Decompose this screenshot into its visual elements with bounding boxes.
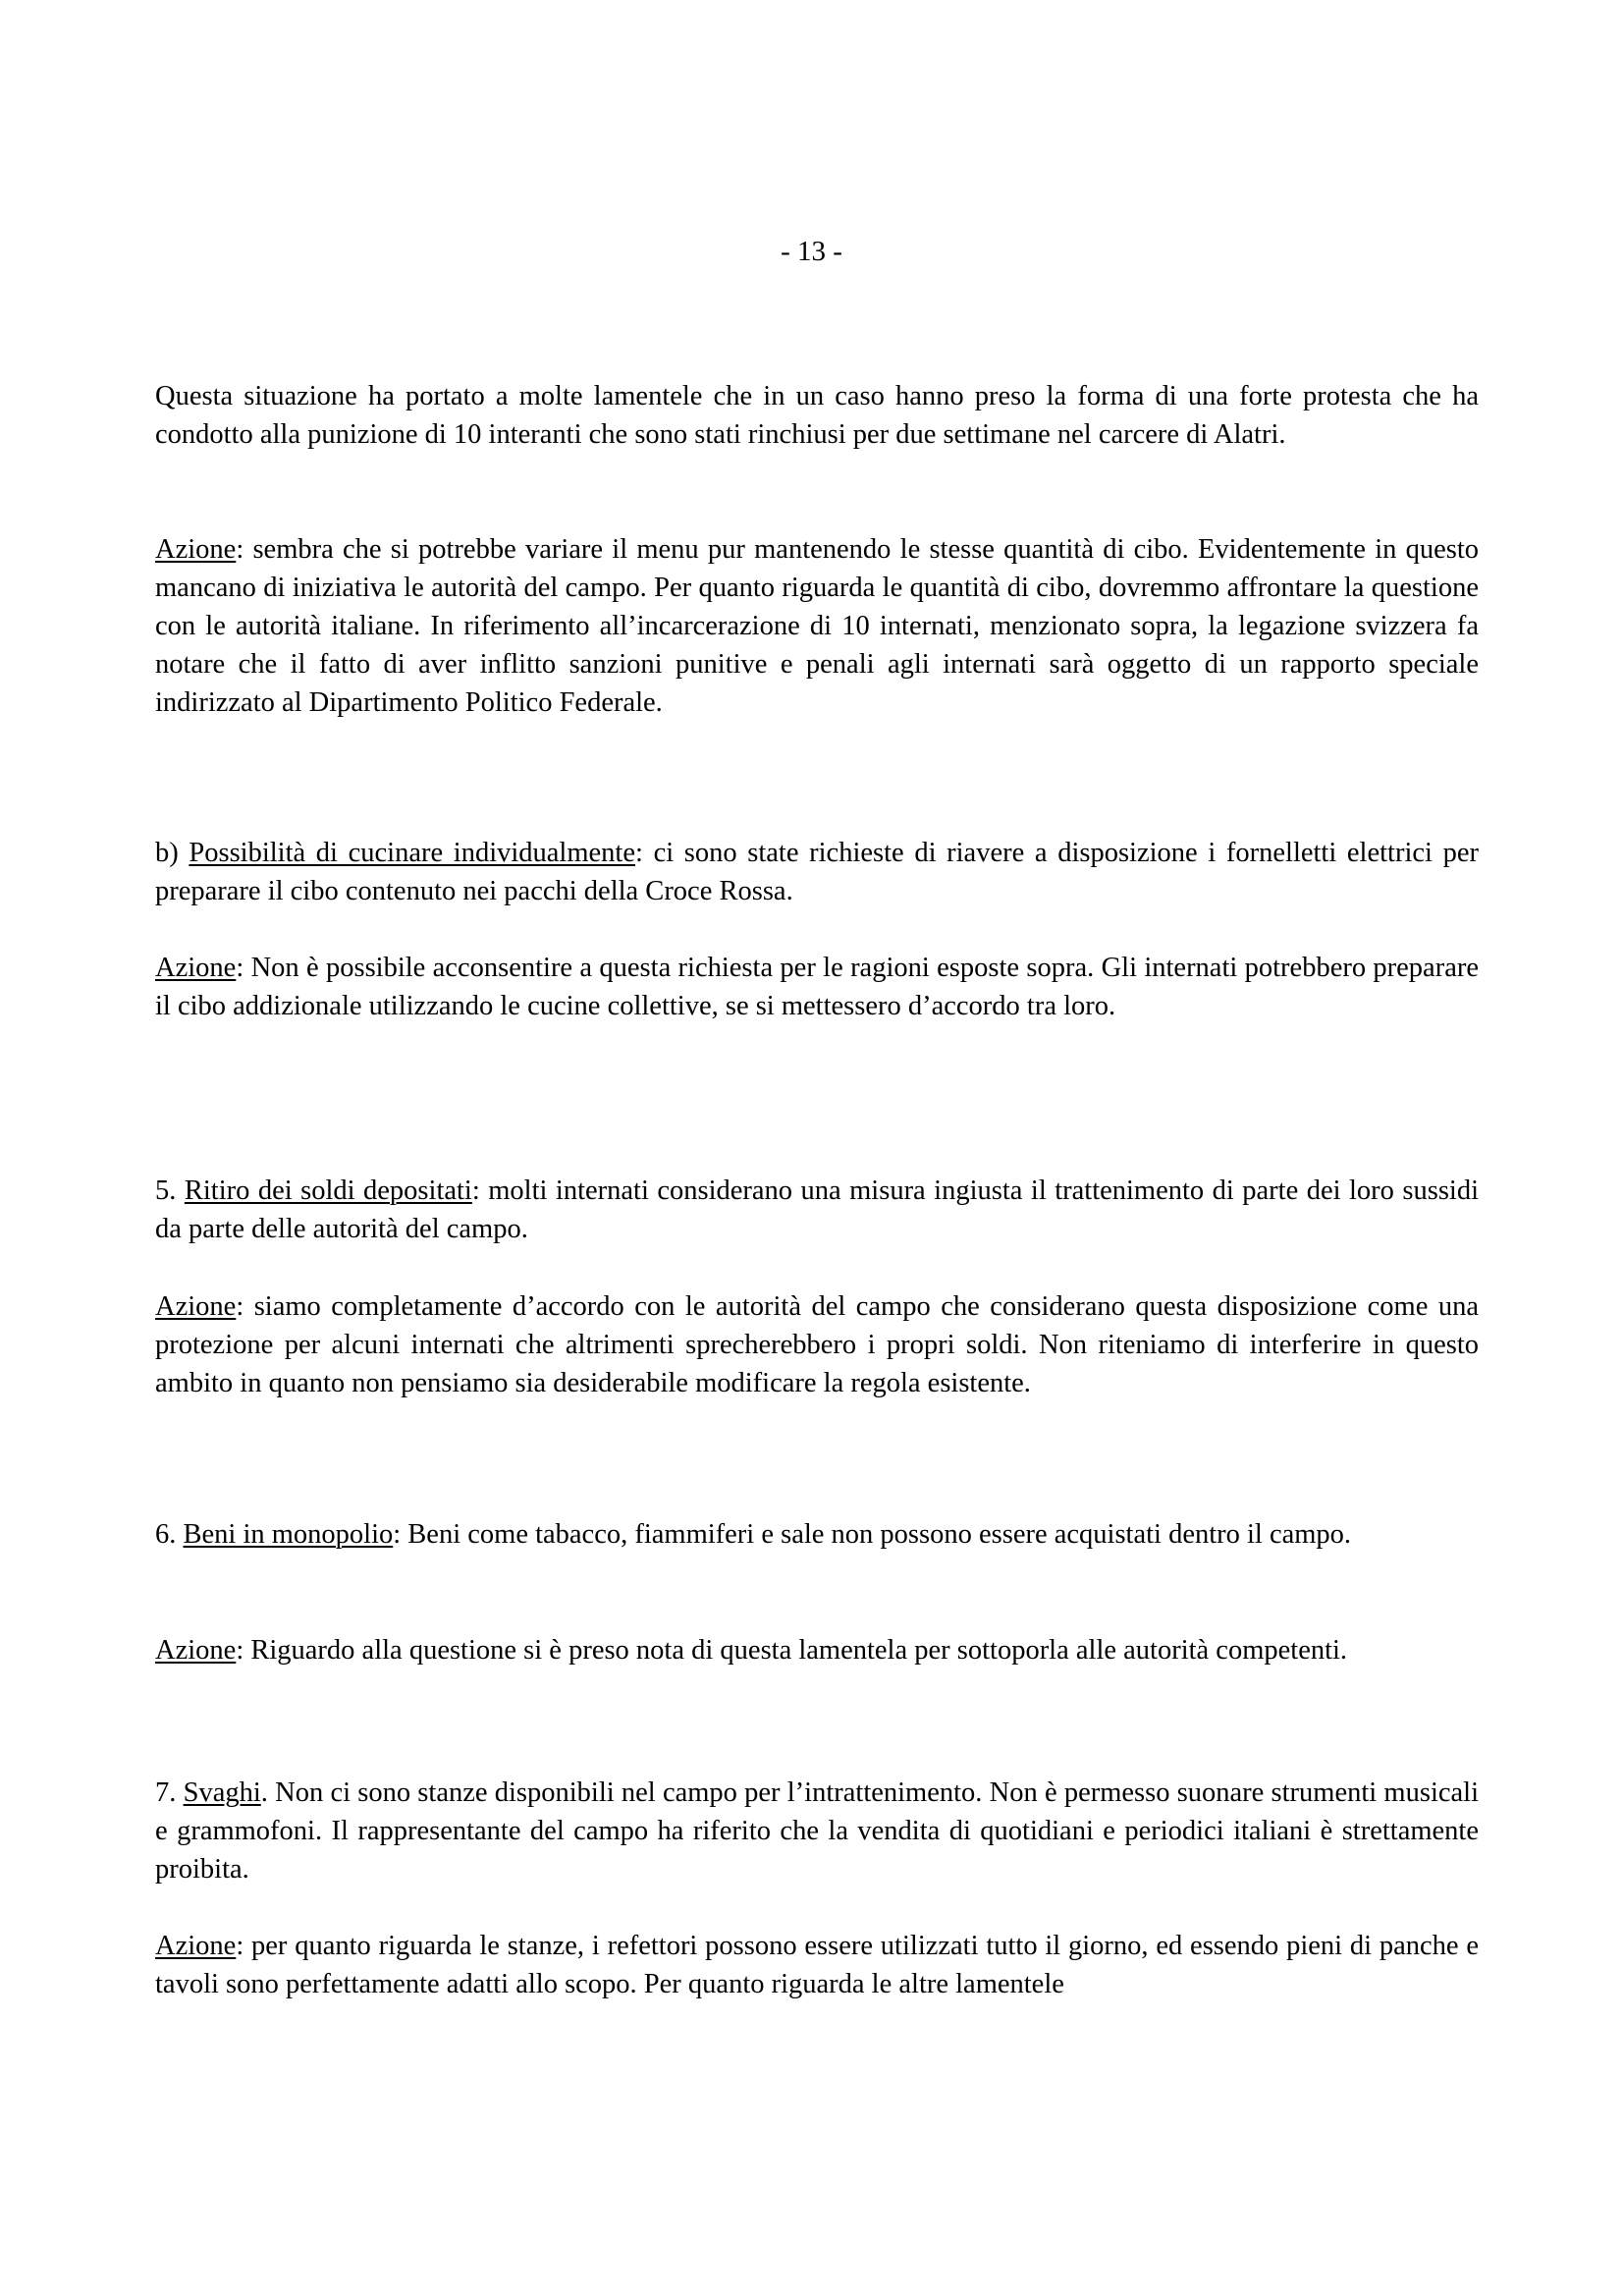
separator: : (236, 1635, 244, 1666)
item-prefix: b) (155, 838, 189, 868)
paragraph-text: Riguardo alla questione si è preso nota di questa lamentela per sottoporla alle autorità competenti. (243, 1635, 1348, 1666)
separator: : (393, 1519, 402, 1550)
azione-label: Azione (155, 1931, 237, 1961)
paragraph-intro (155, 377, 1479, 454)
paragraph-azione-5 (155, 1287, 1479, 1402)
separator: : (236, 953, 244, 983)
item-prefix: 6. (155, 1519, 184, 1550)
separator: . (260, 1777, 268, 1808)
paragraph-azione-6 (155, 1631, 1479, 1669)
azione-label: Azione (155, 1635, 237, 1666)
paragraph-item-7 (155, 1774, 1479, 1888)
separator: : (236, 1931, 244, 1961)
separator: : (635, 838, 643, 868)
paragraph-text: per quanto riguarda le stanze, i refettori possono essere utilizzati tutto il giorno, ed essendo pieni di panche e tavoli sono perfettamente adatti allo scopo. Per quanto riguarda le altre lamentele (155, 1931, 1479, 1999)
item-heading: Svaghi (183, 1777, 261, 1808)
paragraph-text: ci sono state richieste di riavere a disposizione i fornelletti elettrici per preparare il cibo contenuto nei pacchi della Croce Rossa. (155, 838, 1479, 906)
azione-label: Azione (155, 534, 237, 565)
paragraph-text: Non è possibile acconsentire a questa richiesta per le ragioni esposte sopra. Gli internati potrebbero preparare il cibo addizionale utilizzando le cucine collettive, se si mettessero d’accordo tra loro. (155, 953, 1479, 1021)
paragraph-text: Non ci sono stanze disponibili nel campo per l’intrattenimento. Non è permesso suonare strumenti musicali e grammofoni. Il rappresentante del campo ha riferito che la vendita di quotidiani e periodici italiani è strettamente proibita. (155, 1777, 1479, 1885)
item-heading: Possibilità di cucinare individualmente (189, 838, 635, 868)
separator: : (236, 534, 244, 565)
item-heading: Beni in monopolio (183, 1519, 394, 1550)
paragraph-azione-menu (155, 530, 1479, 722)
item-prefix: 7. (155, 1777, 184, 1808)
paragraph-azione-7 (155, 1927, 1479, 2003)
paragraph-text: siamo completamente d’accordo con le autorità del campo che considerano questa disposizione come una protezione per alcuni internati che altrimenti sprecherebbero i propri soldi. Non riteniamo di interferire in questo ambito in quanto non pensiamo sia desiderabile modificare la regola esistente. (155, 1291, 1479, 1398)
paragraph-text: molti internati considerano una misura ingiusta il trattenimento di parte dei loro sussidi da parte delle autorità del campo. (155, 1175, 1480, 1244)
azione-label: Azione (155, 1291, 237, 1322)
paragraph-text: sembra che si potrebbe variare il menu pur mantenendo le stesse quantità di cibo. Evidentemente in questo mancano di iniziativa le autorità del campo. Per quanto riguarda le quantità di cibo, dovremmo affrontare la questione con le autorità italiane. In riferimento all’incarcerazione di 10 internati, menzionato sopra, la legazione svizzera fa notare che il fatto di aver inflitto sanzioni punitive e penali agli internati sarà oggetto di un rapporto speciale indirizzato al Dipartimento Politico Federale. (155, 534, 1479, 718)
paragraph-text: Beni come tabacco, fiammiferi e sale non possono essere acquistati dentro il campo. (401, 1519, 1352, 1550)
paragraph-azione-b (155, 949, 1479, 1025)
separator: : (236, 1291, 244, 1322)
paragraph-item-b (155, 834, 1479, 910)
item-prefix: 5. (155, 1175, 185, 1206)
paragraph-item-5 (155, 1172, 1479, 1248)
page-number: - 13 - (781, 236, 842, 267)
paragraph-item-6 (155, 1515, 1479, 1554)
azione-label: Azione (155, 953, 237, 983)
separator: : (471, 1175, 480, 1206)
paragraph-text: Questa situazione ha portato a molte lamentele che in un caso hanno preso la forma di una forte protesta che ha condotto alla punizione di 10 interanti che sono stati rinchiusi per due settimane nel carcere di Alatri. (155, 381, 1479, 450)
item-heading: Ritiro dei soldi depositati (184, 1175, 472, 1206)
